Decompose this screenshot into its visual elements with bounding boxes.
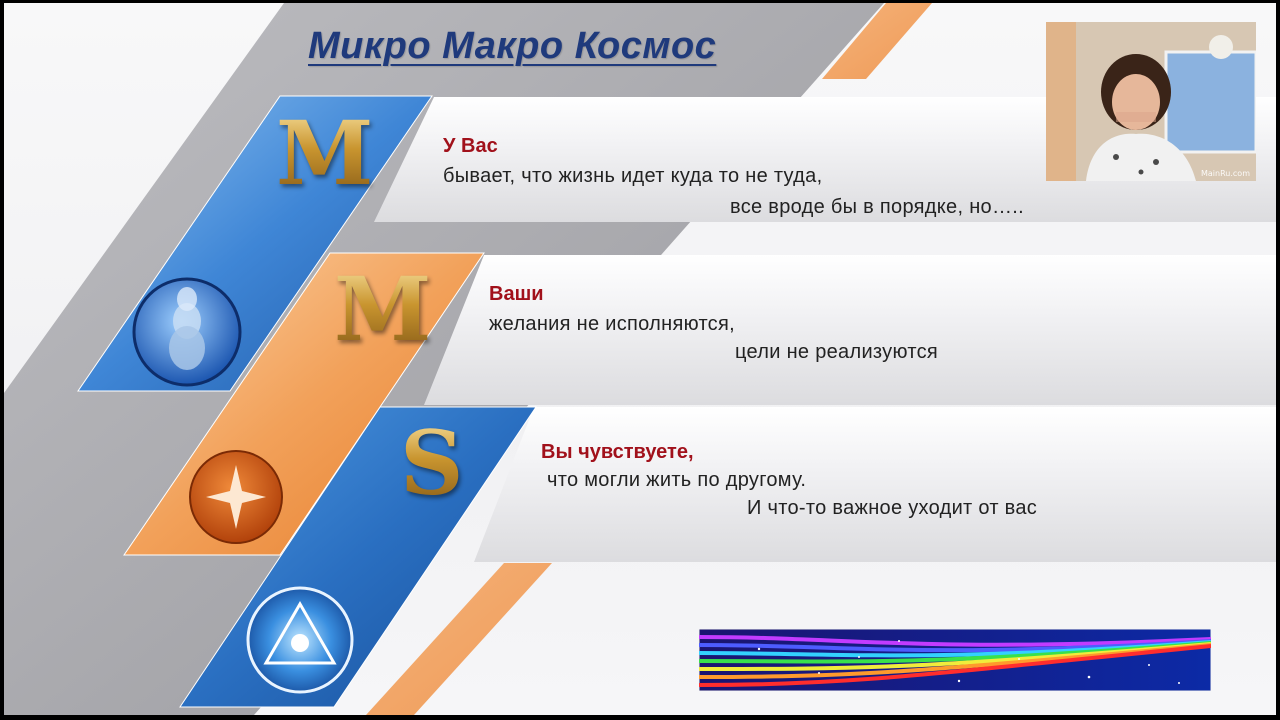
webcam-watermark: MainRu.com bbox=[1201, 169, 1250, 178]
item-3-line-1: что могли жить по другому. bbox=[547, 469, 807, 491]
spectrum-image bbox=[699, 629, 1211, 691]
presentation-slide bbox=[4, 3, 1276, 715]
letter-m-2: M bbox=[334, 257, 432, 361]
item-1-line-2: все вроде бы в порядке, но….. bbox=[730, 196, 1024, 218]
item-2-line-2: цели не реализуются bbox=[735, 341, 938, 363]
item-3-heading: Вы чувствуете, bbox=[541, 441, 694, 463]
item-3-line-2: И что-то важное уходит от вас bbox=[747, 497, 1038, 519]
slide-title: Микро Макро Космос bbox=[308, 25, 717, 67]
item-1-line-1: бывает, что жизнь идет куда то не туда, bbox=[443, 165, 823, 187]
letter-m-1: M bbox=[276, 101, 374, 205]
webcam-video-frame bbox=[1046, 22, 1256, 181]
letter-s: S bbox=[400, 411, 464, 515]
triangle-eye-medallion-icon bbox=[248, 588, 352, 692]
star-medallion-icon bbox=[190, 451, 282, 543]
item-2-heading: Ваши bbox=[489, 283, 544, 305]
item-2-line-1: желания не исполняются, bbox=[489, 313, 735, 335]
item-1-heading: У Вас bbox=[443, 135, 498, 157]
webcam-video-overlay[interactable] bbox=[1046, 22, 1256, 181]
head-medallion-icon bbox=[134, 279, 240, 385]
